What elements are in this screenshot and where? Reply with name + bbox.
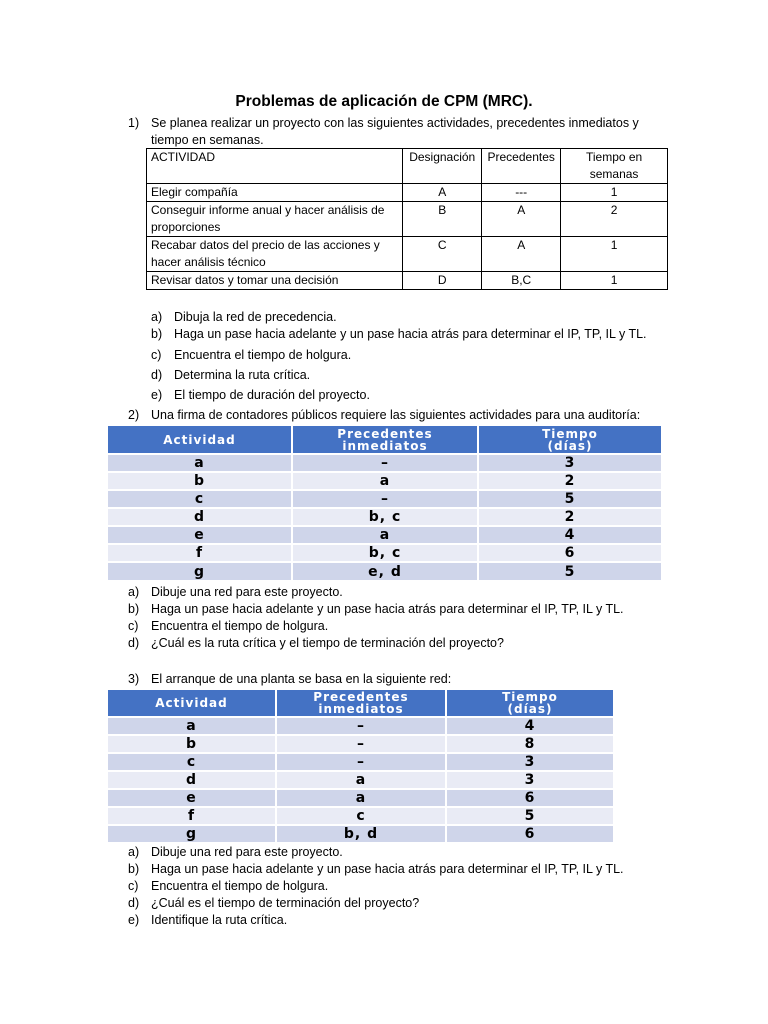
table-header-row xyxy=(147,149,668,184)
problem-1-line-2: tiempo en semanas. xyxy=(151,133,264,147)
problem-3-statement xyxy=(128,671,668,688)
header-actividad: Actividad xyxy=(108,690,276,717)
cell-precedentes: --- xyxy=(482,184,561,202)
cell-tiempo: 1 xyxy=(561,272,668,290)
table-row: a – 4 xyxy=(108,717,613,735)
problem-2-statement xyxy=(128,407,668,424)
activities-table-1 xyxy=(146,148,668,290)
cell-designacion: A xyxy=(403,184,482,202)
cell-designacion: C xyxy=(403,237,482,272)
page-title: Problemas de aplicación de CPM (MRC). xyxy=(235,93,533,110)
activities-table-3 xyxy=(108,690,613,842)
cell-designacion: B xyxy=(403,202,482,237)
table-row xyxy=(147,272,668,290)
cell-designacion: D xyxy=(403,272,482,290)
table-row: a – 3 xyxy=(108,454,661,472)
cell-tiempo: 2 xyxy=(561,202,668,237)
problem-3-line-1: El arranque de una planta se basa en la siguiente red: xyxy=(151,672,452,686)
problem-1-statement xyxy=(128,115,668,149)
header-actividad: Actividad xyxy=(108,426,292,454)
cell-tiempo: 1 xyxy=(561,184,668,202)
table-header-row xyxy=(108,426,661,454)
table-row xyxy=(147,237,668,272)
table-row: e a 6 xyxy=(108,789,613,807)
table-row: d b, c 2 xyxy=(108,508,661,526)
document-page: Problemas de aplicación de CPM (MRC). 1) Se planea realizar un proyecto con las siguientes actividades, precedentes inmediatos y tiempo en semanas. ACTIVIDAD Designación Precedentes Tiempo en semanas Elegir compañía A --- 1 Conseguir informe anual y hacer análisis de proporciones B A 2 Recabar datos del precio de las acciones y hacer análisis técnico C A 1 Revisar datos y tomar una decisión D B,C 1 a) Dibuja la red de precedencia. b) Haga un pase hacia adelante y un pase hacia atrás para determinar el IP, TP, IL y TL. c) Encuentra el tiempo de holgura. d) Determina la ruta crítica. e) El tiempo de duración del proyecto. 2) Una firma de contadores públicos requiere las siguientes actividades para una auditoría: Actividad Precedentes inmediatos Tiempo (días) a – 3 b a 2 c – 5 d b, c 2 e a 4 f b, c 6 g e, d 5 a) Dibuje una red para este proyecto. b) Haga un pase hacia adelante y un pase hacia atrás para determinar el IP, TP, IL y TL. c) Encuentra el tiempo de holgura. d) ¿Cuál es la ruta crítica y el tiempo de terminación del proyecto? 3) El arranque de una planta se basa en la siguiente red: Actividad Precedentes inmediatos Tiempo (días) a – 4 b – 8 c – 3 d a 3 e a 6 f c 5 g b, d 6 a) Dibuje una red para este proyecto. b) Haga un pase hacia adelante y un pase hacia atrás para determinar el IP, TP, IL y TL. c) Encuentra el tiempo de holgura. d) ¿Cuál es el tiempo de terminación del proyecto? e) Identifique la ruta crítica. xyxy=(0,0,768,1024)
cell-precedentes: A xyxy=(482,202,561,237)
table-row: e a 4 xyxy=(108,526,661,544)
table-row: g e, d 5 xyxy=(108,562,661,580)
header-precedentes: Precedentes inmediatos xyxy=(292,426,478,454)
cell-precedentes: A xyxy=(482,237,561,272)
table-row: g b, d 6 xyxy=(108,825,613,842)
cell-actividad: Revisar datos y tomar una decisión xyxy=(147,272,403,290)
activities-table-2 xyxy=(108,426,661,580)
header-precedentes: Precedentes xyxy=(482,149,561,184)
table-row: c – 5 xyxy=(108,490,661,508)
table-row: b a 2 xyxy=(108,472,661,490)
header-actividad: ACTIVIDAD xyxy=(147,149,403,184)
table-row: c – 3 xyxy=(108,753,613,771)
header-tiempo: Tiempo en semanas xyxy=(561,149,668,184)
problem-3-number: 3) xyxy=(128,672,140,686)
problem-2-number: 2) xyxy=(128,408,140,422)
problem-1-number: 1) xyxy=(128,116,140,130)
table-header-row xyxy=(108,690,613,717)
header-precedentes: Precedentes inmediatos xyxy=(276,690,446,717)
header-tiempo: Tiempo (días) xyxy=(478,426,661,454)
cell-precedentes: B,C xyxy=(482,272,561,290)
cell-actividad: Elegir compañía xyxy=(147,184,403,202)
cell-tiempo: 1 xyxy=(561,237,668,272)
cell-actividad: Conseguir informe anual y hacer análisis de proporciones xyxy=(147,202,403,237)
header-designacion: Designación xyxy=(403,149,482,184)
header-tiempo: Tiempo (días) xyxy=(446,690,613,717)
table-row: d a 3 xyxy=(108,771,613,789)
problem-1-line-1: Se planea realizar un proyecto con las siguientes actividades, precedentes inmediatos y xyxy=(151,116,639,130)
cell-actividad: Recabar datos del precio de las acciones y hacer análisis técnico xyxy=(147,237,403,272)
table-row xyxy=(147,184,668,202)
table-row xyxy=(147,202,668,237)
problem-2-line-1: Una firma de contadores públicos requiere las siguientes actividades para una auditoría: xyxy=(151,408,641,422)
table-row: f b, c 6 xyxy=(108,544,661,562)
table-row: b – 8 xyxy=(108,735,613,753)
table-row: f c 5 xyxy=(108,807,613,825)
